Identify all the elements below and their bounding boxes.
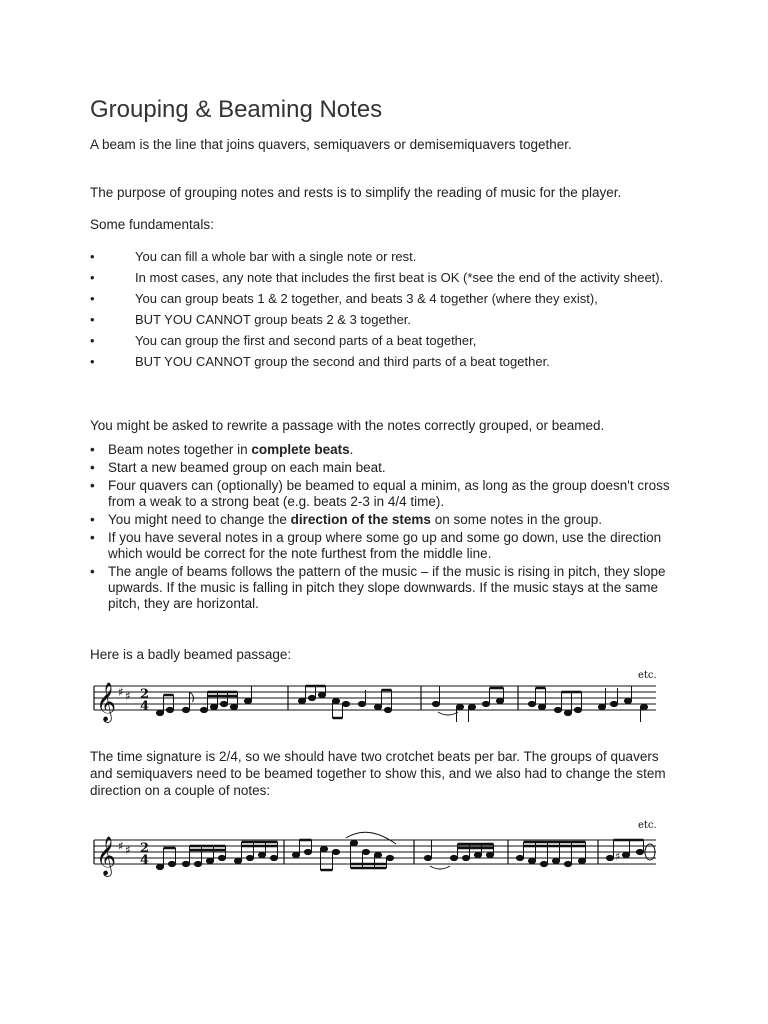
list-item: • In most cases, any note that includes the first beat is OK (*see the end of the activity sheet).	[90, 270, 664, 285]
fundamentals-heading: Some fundamentals:	[90, 217, 214, 232]
purpose-paragraph: The purpose of grouping notes and rests is to simplify the reading of music for the player.	[90, 185, 622, 200]
svg-text:♯: ♯	[615, 850, 621, 863]
treble-clef-icon: 𝄞	[96, 836, 117, 876]
list-item: • Start a new beamed group on each main beat.	[90, 460, 680, 476]
intro-paragraph: A beam is the line that joins quavers, semiquavers or demisemiquavers together.	[90, 137, 572, 152]
time-signature-top: 2	[140, 687, 150, 702]
sharp-icon: ♯	[118, 839, 124, 853]
time-signature-bottom: 4	[140, 853, 150, 868]
corrected-beaming-score	[88, 818, 668, 882]
list-item: • You can group beats 1 & 2 together, and beats 3 & 4 together (where they exist),	[90, 291, 598, 306]
sharp-icon: ♯	[125, 843, 131, 857]
etc-label: etc.	[638, 820, 657, 831]
list-item: • You can group the first and second parts of a beat together,	[90, 333, 477, 348]
explanation-paragraph: The time signature is 2/4, so we should have two crotchet beats per bar. The groups of quavers and semiquavers need to be beamed together to show this, and we also had to change the stem direction on a couple of notes:	[90, 749, 666, 798]
beaming-tips-list	[90, 442, 680, 614]
bad-passage-caption: Here is a badly beamed passage:	[90, 647, 292, 662]
time-signature-bottom: 4	[140, 699, 150, 714]
list-item: • You can fill a whole bar with a single note or rest.	[90, 249, 417, 264]
sharp-icon: ♯	[118, 685, 124, 699]
treble-clef-icon: 𝄞	[96, 682, 117, 722]
list-item: • You might need to change the direction of the stems on some notes in the group.	[90, 512, 680, 528]
list-item: • Four quavers can (optionally) be beamed to equal a minim, as long as the group doesn't cross from a weak to a strong beat (e.g. beats 2-3 in 4/4 time).	[90, 478, 680, 510]
list-item: • If you have several notes in a group where some go up and some go down, use the direction which would be correct for the note furthest from the middle line.	[90, 530, 680, 562]
list-item: • The angle of beams follows the pattern of the music – if the music is rising in pitch, they slope upwards. If the music is falling in pitch they slope downwards. If the music stays at the same pitch, they are horizontal.	[90, 564, 680, 612]
etc-label: etc.	[638, 670, 657, 681]
page-title: Grouping & Beaming Notes	[90, 96, 383, 123]
bad-beaming-score	[88, 668, 668, 728]
sharp-icon: ♯	[125, 689, 131, 703]
list-item: • BUT YOU CANNOT group beats 2 & 3 together.	[90, 312, 412, 327]
rewrite-intro: You might be asked to rewrite a passage with the notes correctly grouped, or beamed.	[90, 418, 605, 433]
list-item: • BUT YOU CANNOT group the second and third parts of a beat together.	[90, 354, 550, 369]
list-item: • Beam notes together in complete beats.	[90, 442, 680, 458]
fundamentals-list	[90, 248, 690, 374]
time-signature-top: 2	[140, 841, 150, 856]
